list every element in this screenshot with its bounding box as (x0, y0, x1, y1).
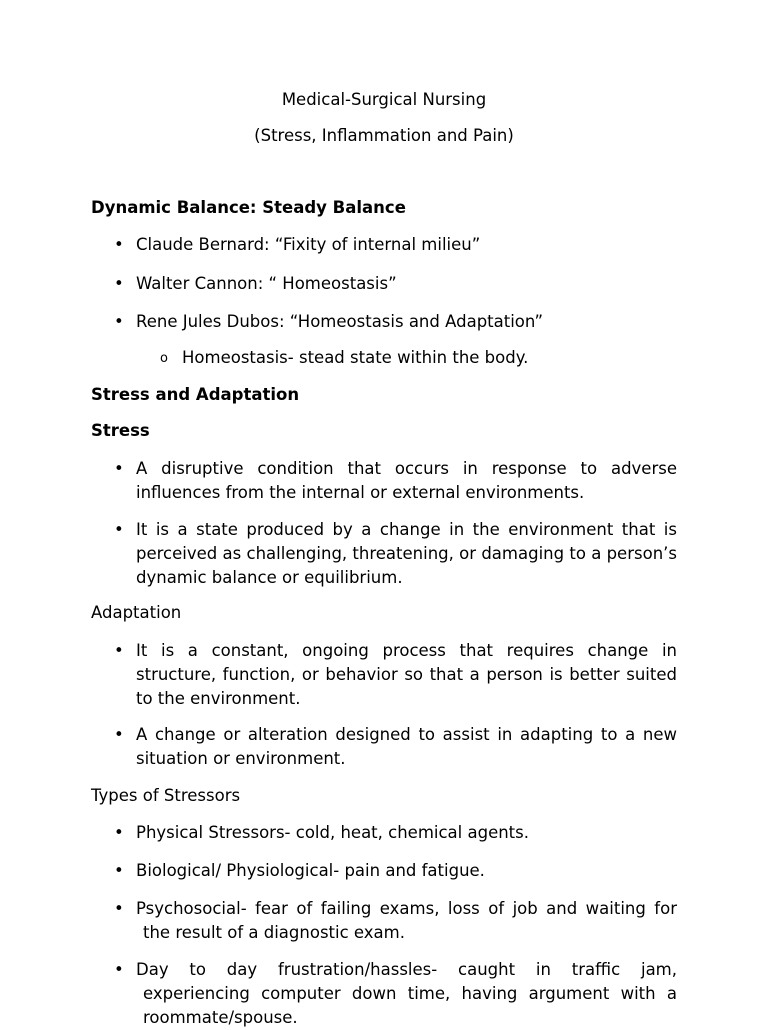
section-heading-stress-adaptation: Stress and Adaptation (91, 385, 300, 404)
document-subtitle: (Stress, Inflammation and Pain) (254, 126, 514, 145)
bullet-icon: • (114, 520, 124, 539)
bullet-icon: • (114, 274, 124, 293)
list-item (114, 859, 677, 883)
bullet-icon: • (114, 235, 124, 254)
list-item-text: Rene Jules Dubos: “Homeostasis and Adaptation” (136, 312, 543, 331)
list-item-text: Walter Cannon: “ Homeostasis” (136, 274, 397, 293)
list-item-text: A change or alteration designed to assist in adapting to a new situation or environment. (136, 725, 677, 768)
list-item-text: It is a constant, ongoing process that requires change in structure, function, or behavior so that a person is better suited to the environment. (136, 641, 677, 708)
sub-list-item (160, 348, 528, 368)
list-item (114, 233, 677, 257)
list-item-text: It is a state produced by a change in the environment that is perceived as challenging, threatening, or damaging to a person’s dynamic balance or equilibrium. (136, 520, 677, 587)
section-heading-stress: Stress (91, 421, 150, 440)
list-item (114, 821, 677, 845)
list-item (114, 272, 677, 296)
bullet-icon: • (114, 459, 124, 478)
document-title: Medical-Surgical Nursing (281, 90, 487, 109)
list-item (114, 639, 677, 711)
label-types-of-stressors: Types of Stressors (91, 786, 241, 805)
list-item (114, 457, 677, 505)
bullet-icon: • (114, 960, 124, 979)
list-item (114, 723, 677, 771)
bullet-icon: • (114, 823, 124, 842)
bullet-icon: • (114, 725, 124, 744)
list-item (114, 958, 677, 1030)
section-heading-dynamic-balance: Dynamic Balance: Steady Balance (91, 198, 406, 217)
list-item (114, 518, 677, 590)
list-item (114, 897, 677, 945)
bullet-icon: • (114, 861, 124, 880)
bullet-icon: • (114, 899, 124, 918)
list-item-text: Biological/ Physiological- pain and fatigue. (136, 861, 485, 880)
list-item (114, 310, 677, 334)
bullet-icon: • (114, 641, 124, 660)
list-item-text: Claude Bernard: “Fixity of internal milieu” (136, 235, 481, 254)
list-item-text: Physical Stressors- cold, heat, chemical agents. (136, 823, 529, 842)
sub-bullet-icon: o (160, 351, 168, 366)
sub-list-item-text: Homeostasis- stead state within the body. (182, 348, 529, 367)
bullet-icon: • (114, 312, 124, 331)
list-item-text: Psychosocial- fear of failing exams, loss of job and waiting for the result of a diagnostic exam. (136, 899, 677, 942)
list-item-text: Day to day frustration/hassles- caught in traffic jam, experiencing computer down time, having argument with a roommate/spouse. (136, 960, 677, 1027)
label-adaptation: Adaptation (91, 603, 182, 622)
list-item-text: A disruptive condition that occurs in response to adverse influences from the internal or external environments. (136, 459, 677, 502)
